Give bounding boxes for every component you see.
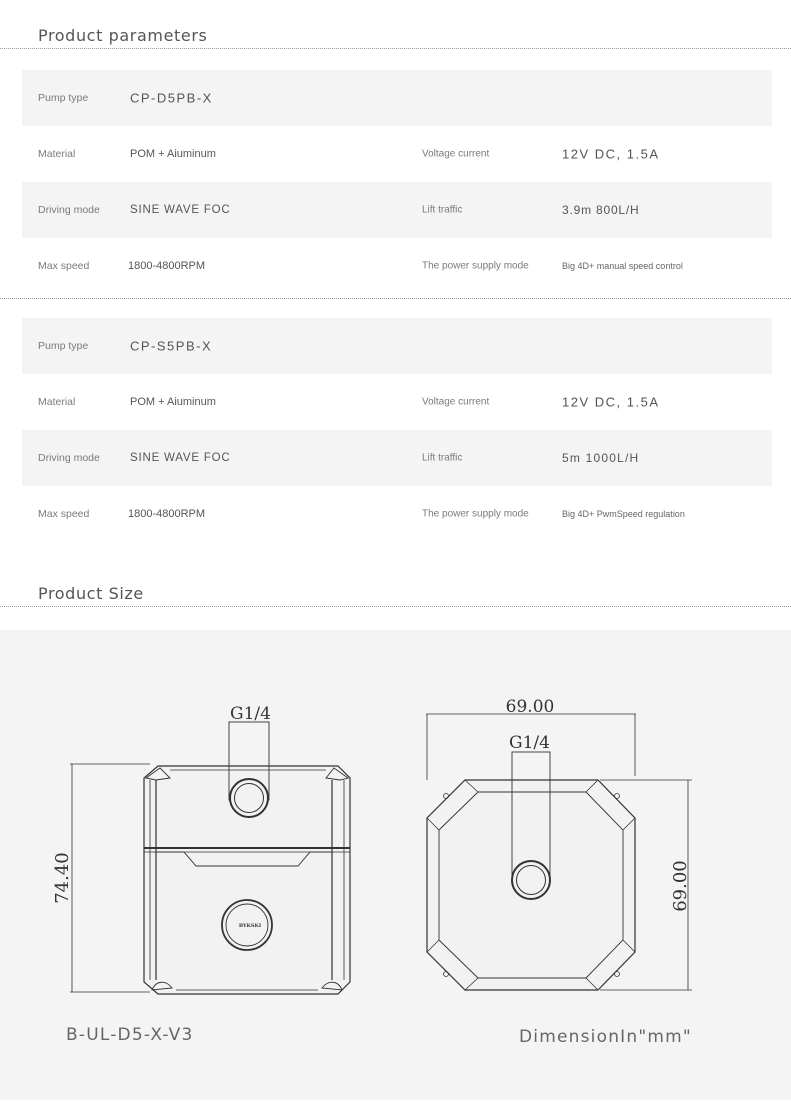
spec-value: 3.9m 800L/H (562, 203, 640, 217)
spec-value: 1800-4800RPM (128, 260, 206, 272)
spec-row (22, 70, 772, 126)
spec-table-s5 (22, 318, 772, 542)
spec-table-d5 (22, 70, 772, 294)
spec-label: Driving mode (38, 204, 100, 216)
top-width-dimension: 69.00 (505, 697, 555, 717)
front-height-dimension: 74.40 (52, 852, 73, 904)
spec-label: Lift traffic (422, 204, 463, 216)
spec-value: CP-S5PB-X (130, 338, 213, 354)
top-port-label: G1/4 (509, 733, 550, 753)
front-port-label: G1/4 (230, 704, 271, 724)
spec-label: Pump type (38, 92, 89, 104)
spec-label: Max speed (38, 508, 90, 520)
spec-label: Lift traffic (422, 452, 463, 464)
spec-value: SINE WAVE FOC (130, 452, 231, 464)
spec-row (22, 182, 772, 238)
spec-label: Voltage current (422, 148, 490, 160)
spec-label: Material (38, 148, 76, 160)
spec-row (22, 374, 772, 430)
size-drawing-panel (0, 630, 791, 1100)
spec-label: The power supply mode (422, 260, 529, 272)
spec-label: Max speed (38, 260, 90, 272)
spec-value: 12V DC, 1.5A (562, 146, 660, 162)
spec-value: Big 4D+ PwmSpeed regulation (562, 509, 685, 519)
section-title-parameters: Product parameters (38, 26, 208, 45)
spec-row (22, 318, 772, 374)
spec-label: Voltage current (422, 396, 490, 408)
spec-value: 1800-4800RPM (128, 508, 206, 520)
spec-value: Big 4D+ manual speed control (562, 261, 683, 271)
top-view (426, 714, 692, 990)
spec-value: POM + Aiuminum (130, 148, 216, 160)
spec-value: CP-D5PB-X (130, 90, 213, 106)
spec-row (22, 430, 772, 486)
spec-row (22, 126, 772, 182)
spec-label: Driving mode (38, 452, 100, 464)
spec-row (22, 486, 772, 542)
model-caption: B-UL-D5-X-V3 (66, 1025, 194, 1045)
spec-value: 5m 1000L/H (562, 451, 640, 465)
spec-value: 12V DC, 1.5A (562, 394, 660, 410)
front-view (70, 722, 350, 994)
top-height-dimension: 69.00 (670, 860, 691, 912)
divider (0, 606, 791, 607)
spec-row (22, 238, 772, 294)
divider (0, 298, 791, 299)
spec-value: SINE WAVE FOC (130, 204, 231, 216)
divider (0, 48, 791, 49)
spec-label: Material (38, 396, 76, 408)
spec-value: POM + Aiuminum (130, 396, 216, 408)
spec-label: Pump type (38, 340, 89, 352)
logo-text: BYKSKI (238, 923, 262, 929)
spec-label: The power supply mode (422, 508, 529, 520)
unit-caption: DimensionIn"mm" (519, 1027, 692, 1047)
section-title-size: Product Size (38, 584, 144, 603)
